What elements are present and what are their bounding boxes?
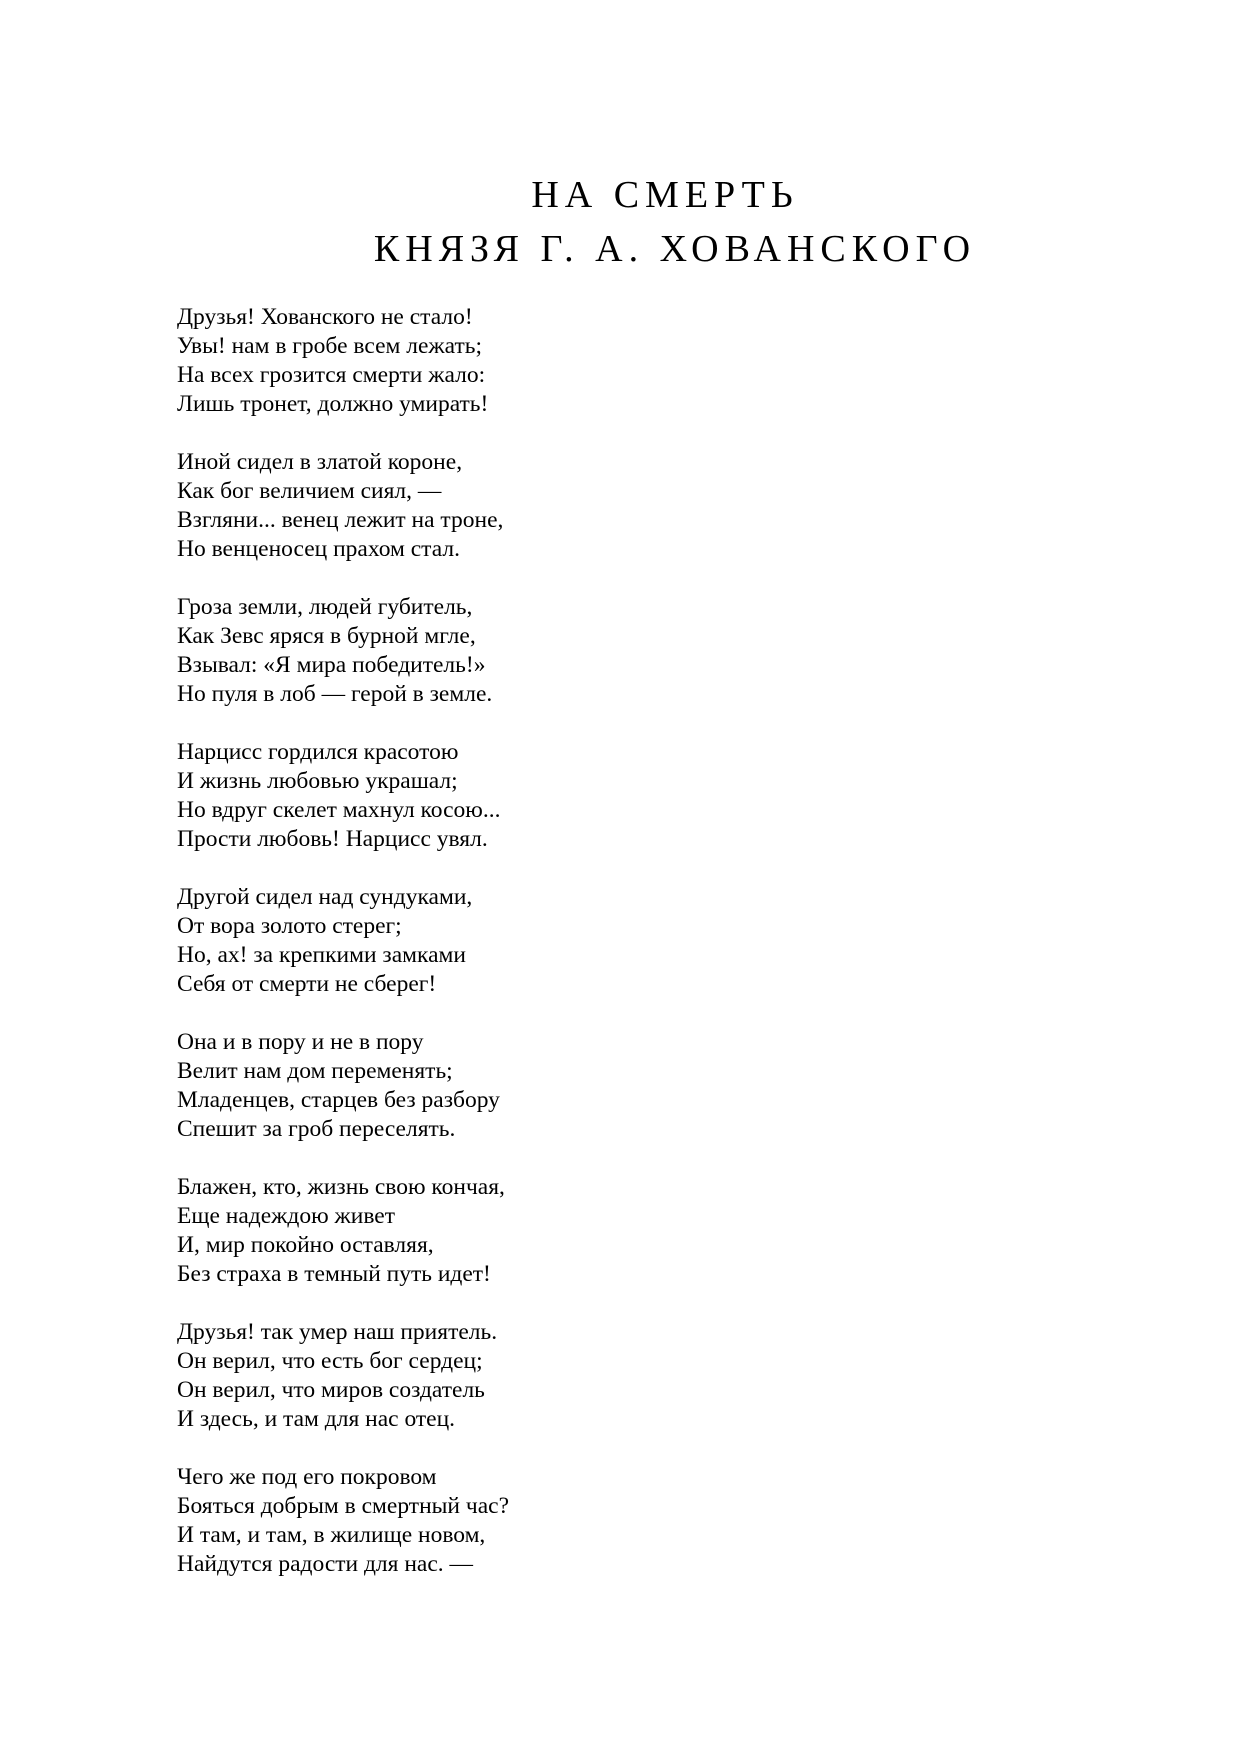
verse-line: Друзья! так умер наш приятель. [177, 1319, 498, 1345]
verse-line: Блажен, кто, жизнь свою кончая, [177, 1174, 505, 1200]
verse-line: Найдутся радости для нас. — [177, 1551, 474, 1577]
verse-line: И здесь, и там для нас отец. [177, 1406, 456, 1432]
verse-line: Без страха в темный путь идет! [177, 1261, 491, 1287]
verse-line: Как Зевс яряся в бурной мгле, [177, 623, 476, 649]
verse-line: Она и в пору и не в пору [177, 1029, 424, 1055]
stanza-6 [177, 1028, 877, 1144]
verse-line: Взывал: «Я мира победитель!» [177, 652, 486, 678]
verse-line: И там, и там, в жилище новом, [177, 1522, 486, 1548]
verse-line: Лишь тронет, должно умирать! [177, 391, 489, 417]
verse-line: Но, ах! за крепкими замками [177, 942, 466, 968]
verse-line: Иной сидел в златой короне, [177, 449, 463, 475]
verse-line: От вора золото стерег; [177, 913, 402, 939]
poem-title-line-1: НА СМЕРТЬ [531, 174, 799, 216]
stanza-5 [177, 883, 877, 999]
poem-title [0, 168, 1240, 276]
stanza-4 [177, 738, 877, 854]
stanza-7 [177, 1173, 877, 1289]
verse-line: Прости любовь! Нарцисс увял. [177, 826, 488, 852]
verse-line: Еще надеждою живет [177, 1203, 395, 1229]
verse-line: Как бог величием сиял, — [177, 478, 442, 504]
verse-line: Он верил, что есть бог сердец; [177, 1348, 483, 1374]
verse-line: Увы! нам в гробе всем лежать; [177, 333, 482, 359]
poem-title-line-2: КНЯЗЯ Г. А. ХОВАНСКОГО [373, 228, 977, 270]
verse-line: Бояться добрым в смертный час? [177, 1493, 509, 1519]
verse-line: Велит нам дом переменять; [177, 1058, 453, 1084]
verse-line: Друзья! Хованского не стало! [177, 304, 473, 330]
verse-line: Гроза земли, людей губитель, [177, 594, 473, 620]
verse-line: И жизнь любовью украшал; [177, 768, 458, 794]
verse-line: Взгляни... венец лежит на троне, [177, 507, 504, 533]
stanza-3 [177, 593, 877, 709]
verse-line: Он верил, что миров создатель [177, 1377, 485, 1403]
stanza-2 [177, 448, 877, 564]
poem-body [177, 303, 877, 1608]
verse-line: Чего же под его покровом [177, 1464, 437, 1490]
verse-line: Спешит за гроб переселять. [177, 1116, 456, 1142]
verse-line: Но венценосец прахом стал. [177, 536, 460, 562]
stanza-8 [177, 1318, 877, 1434]
verse-line: Но вдруг скелет махнул косою... [177, 797, 501, 823]
stanza-9 [177, 1463, 877, 1579]
verse-line: Младенцев, старцев без разбору [177, 1087, 500, 1113]
verse-line: Себя от смерти не сберег! [177, 971, 437, 997]
verse-line: Но пуля в лоб — герой в земле. [177, 681, 493, 707]
verse-line: Нарцисс гордился красотою [177, 739, 459, 765]
verse-line: Другой сидел над сундуками, [177, 884, 473, 910]
verse-line: На всех грозится смерти жало: [177, 362, 486, 388]
verse-line: И, мир покойно оставляя, [177, 1232, 434, 1258]
stanza-1 [177, 303, 877, 419]
